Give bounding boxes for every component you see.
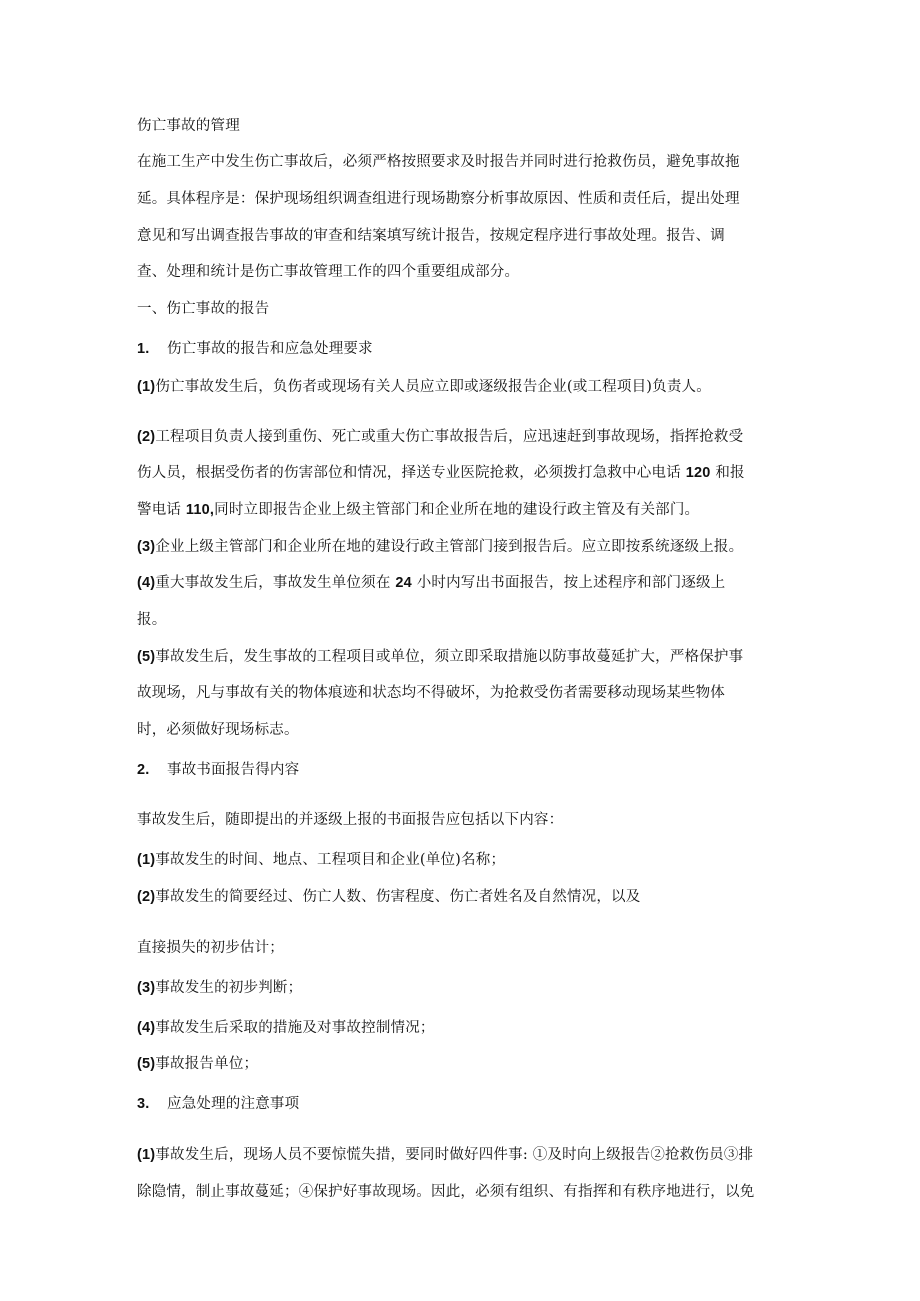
item-continuation: [137, 500, 787, 520]
item-number: (4): [137, 575, 156, 591]
subsection-heading: [137, 1094, 787, 1114]
item-text: 和报: [715, 465, 745, 481]
item-text: 事故发生的简要经过、伤亡人数、伤害程度、伤亡者姓名及自然情况，以及: [155, 889, 641, 905]
list-item: [137, 427, 787, 447]
intro-line: 查、处理和统计是伤亡事故管理工作的四个重要组成部分。: [137, 264, 520, 280]
subsection-heading: [137, 339, 787, 359]
list-item: [137, 573, 787, 593]
item-continuation: 除隐情，制止事故蔓延；④保护好事故现场。因此，必须有组织、有指挥和有秩序地进行，以免: [137, 1184, 755, 1200]
hours-number: 24: [395, 575, 412, 591]
item-number: (2): [137, 889, 156, 905]
item-text: 事故发生的时间、地点、工程项目和企业(单位)名称；: [155, 852, 506, 868]
section-heading: 一、伤亡事故的报告: [137, 301, 270, 317]
item-text: 事故发生后，发生事故的工程项目或单位，须立即采取措施以防事故蔓延扩大，严格保护事: [155, 649, 744, 665]
item-text: 重大事故发生后，事故发生单位须在: [155, 575, 391, 591]
list-item: [137, 1018, 787, 1038]
item-number: (3): [137, 539, 156, 555]
list-item: [137, 377, 787, 397]
item-text: 伤人员，根据受伤者的伤害部位和情况，择送专业医院抢救，必须拨打急救中心电话: [137, 465, 681, 481]
item-number: (4): [137, 1020, 156, 1036]
item-number: (3): [137, 980, 156, 996]
list-item: [137, 850, 787, 870]
item-number: (1): [137, 852, 156, 868]
item-number: (1): [137, 379, 156, 395]
intro-line: 延。具体程序是：保护现场组织调查组进行现场勘察分析事故原因、性质和责任后，提出处理: [137, 191, 740, 207]
item-text: 事故发生后采取的措施及对事故控制情况；: [155, 1020, 435, 1036]
list-item: [137, 978, 787, 998]
item-continuation: 直接损失的初步估计；: [137, 940, 284, 956]
item-number: (2): [137, 429, 156, 445]
subsection-number: 3.: [137, 1096, 150, 1112]
subsection-title: 伤亡事故的报告和应急处理要求: [167, 341, 373, 357]
item-number: (5): [137, 649, 156, 665]
item-text: 事故发生后，现场人员不要惊慌失措，要同时做好四件事: ①及时向上级报告②抢救伤员③排: [155, 1147, 754, 1163]
police-number: 110,: [185, 502, 215, 518]
list-item: [137, 647, 787, 667]
subsection-heading: [137, 760, 787, 780]
item-text: 同时立即报告企业上级主管部门和企业所在地的建设行政主管及有关部门。: [214, 502, 700, 518]
subsection-title: 事故书面报告得内容: [167, 762, 300, 778]
subsection-number: 1.: [137, 341, 150, 357]
item-text: 小时内写出书面报告，按上述程序和部门逐级上: [416, 575, 726, 591]
item-text: 事故发生的初步判断；: [155, 980, 303, 996]
list-item: [137, 537, 787, 557]
document-title: 伤亡事故的管理: [137, 118, 240, 134]
subsection-title: 应急处理的注意事项: [167, 1096, 300, 1112]
list-item: [137, 1145, 787, 1165]
item-continuation: 时，必须做好现场标志。: [137, 722, 299, 738]
item-text: 伤亡事故发生后，负伤者或现场有关人员应立即或逐级报告企业(或工程项目)负责人。: [155, 379, 711, 395]
item-text: 警电话: [137, 502, 182, 518]
item-continuation: [137, 463, 787, 483]
item-text: 事故报告单位；: [155, 1056, 259, 1072]
list-item: [137, 887, 787, 907]
intro-line: 意见和写出调查报告事故的审查和结案填写统计报告，按规定程序进行事故处理。报告、调: [137, 228, 725, 244]
list-item: [137, 1054, 787, 1074]
item-continuation: 报。: [137, 612, 167, 628]
item-text: 企业上级主管部门和企业所在地的建设行政主管部门接到报告后。应立即按系统逐级上报。: [155, 539, 744, 555]
intro-line: 在施工生产中发生伤亡事故后，必须严格按照要求及时报告并同时进行抢救伤员，避免事故拖: [137, 154, 740, 170]
item-text: 工程项目负责人接到重伤、死亡或重大伤亡事故报告后，应迅速赶到事故现场，指挥抢救受: [155, 429, 744, 445]
emergency-number: 120: [685, 465, 711, 481]
item-number: (5): [137, 1056, 156, 1072]
item-continuation: 故现场，凡与事故有关的物体痕迹和状态均不得破坏，为抢救受伤者需要移动现场某些物体: [137, 685, 725, 701]
paragraph-lead: 事故发生后，随即提出的并逐级上报的书面报告应包括以下内容：: [137, 812, 564, 828]
item-number: (1): [137, 1147, 156, 1163]
subsection-number: 2.: [137, 762, 150, 778]
